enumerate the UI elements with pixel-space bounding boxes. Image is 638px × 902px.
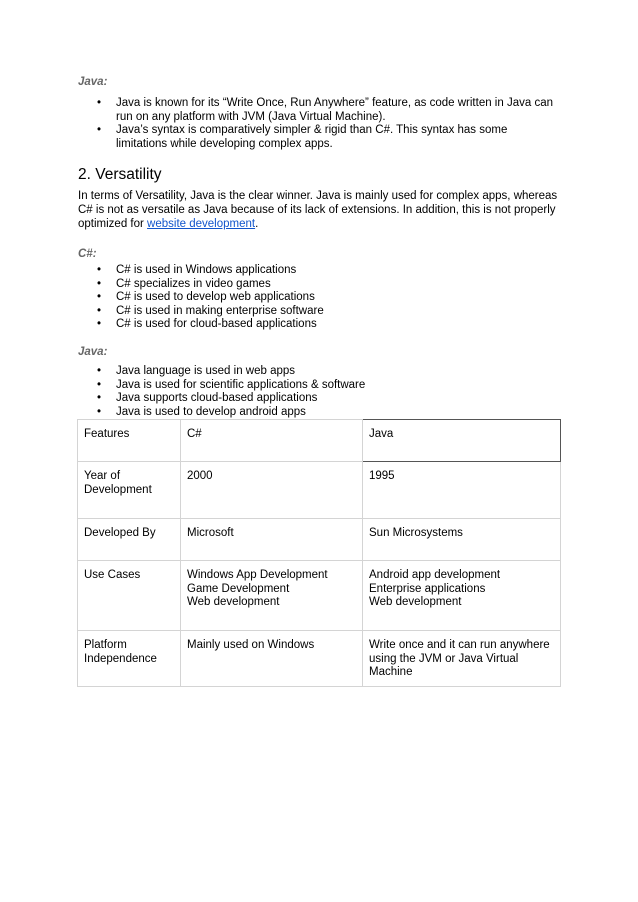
cell-line: 2000	[187, 470, 213, 482]
csharp-cell	[181, 519, 363, 561]
csharp-cell	[181, 561, 363, 631]
list-item: • Java is used for scientific applications & software	[78, 379, 558, 393]
cell-line: Microsoft	[187, 527, 234, 539]
list-item: • Java language is used in web apps	[78, 365, 558, 379]
table-row	[78, 631, 561, 687]
section-heading: 2. Versatility	[78, 166, 162, 183]
java-label-bottom: Java:	[78, 346, 108, 358]
versatility-paragraph	[78, 189, 568, 232]
list-item: • Java is used to develop android apps	[78, 406, 558, 420]
cell-line: Android app development	[369, 569, 501, 581]
java-bottom-list	[78, 365, 558, 419]
csharp-cell	[181, 462, 363, 519]
csharp-label: C#:	[78, 248, 97, 260]
feature-cell: Developed By	[78, 519, 181, 561]
java-top-list	[78, 97, 558, 151]
table-row	[78, 462, 561, 519]
feature-cell: Platform Independence	[78, 631, 181, 687]
list-item: • Java supports cloud-based applications	[78, 392, 558, 406]
cell-line: 1995	[369, 470, 395, 482]
feature-cell: Year of Development	[78, 462, 181, 519]
cell-line: Write once and it can run anywhere using the JVM or Java Virtual Machine	[369, 639, 550, 679]
cell-line: Web development	[369, 596, 462, 609]
list-item: • Java’s syntax is comparatively simpler & rigid than C#. This syntax has some limitations while developing complex apps.	[78, 124, 558, 151]
cell-line: Web development	[187, 596, 280, 609]
list-item: • C# is used in making enterprise software	[78, 305, 558, 319]
java-cell	[363, 631, 561, 687]
table-row	[78, 519, 561, 561]
list-item: • C# is used for cloud-based applications	[78, 318, 558, 332]
cell-line: Mainly used on Windows	[187, 639, 315, 651]
paragraph-end: .	[255, 218, 259, 231]
paragraph-text: In terms of Versatility, Java is the clear winner. Java is mainly used for complex apps, whereas C# is not as versatile as Java because of its lack of extensions. In addition, this is not properly optimized for	[78, 190, 558, 231]
java-cell	[363, 462, 561, 519]
java-cell	[363, 561, 561, 631]
list-item: • C# is used in Windows applications	[78, 264, 558, 278]
table-row	[78, 561, 561, 631]
comparison-table	[77, 419, 561, 687]
csharp-cell	[181, 631, 363, 687]
list-item: • C# is used to develop web applications	[78, 291, 558, 305]
cell-line: Enterprise applications	[369, 582, 486, 595]
table-header-row	[78, 420, 561, 462]
csharp-list	[78, 264, 558, 332]
website-development-link[interactable]: website development	[147, 218, 256, 231]
header-java: Java	[363, 420, 561, 462]
cell-line: Game Development	[187, 582, 290, 595]
feature-cell: Use Cases	[78, 561, 181, 631]
java-cell	[363, 519, 561, 561]
list-item: • Java is known for its “Write Once, Run Anywhere” feature, as code written in Java can run on any platform with JVM (Java Virtual Machine).	[78, 97, 558, 124]
cell-line: Windows App Development	[187, 569, 328, 581]
list-item: • C# specializes in video games	[78, 278, 558, 292]
header-csharp: C#	[181, 420, 363, 462]
cell-line: Sun Microsystems	[369, 527, 463, 539]
header-features: Features	[78, 420, 181, 462]
java-label-top: Java:	[78, 76, 108, 88]
